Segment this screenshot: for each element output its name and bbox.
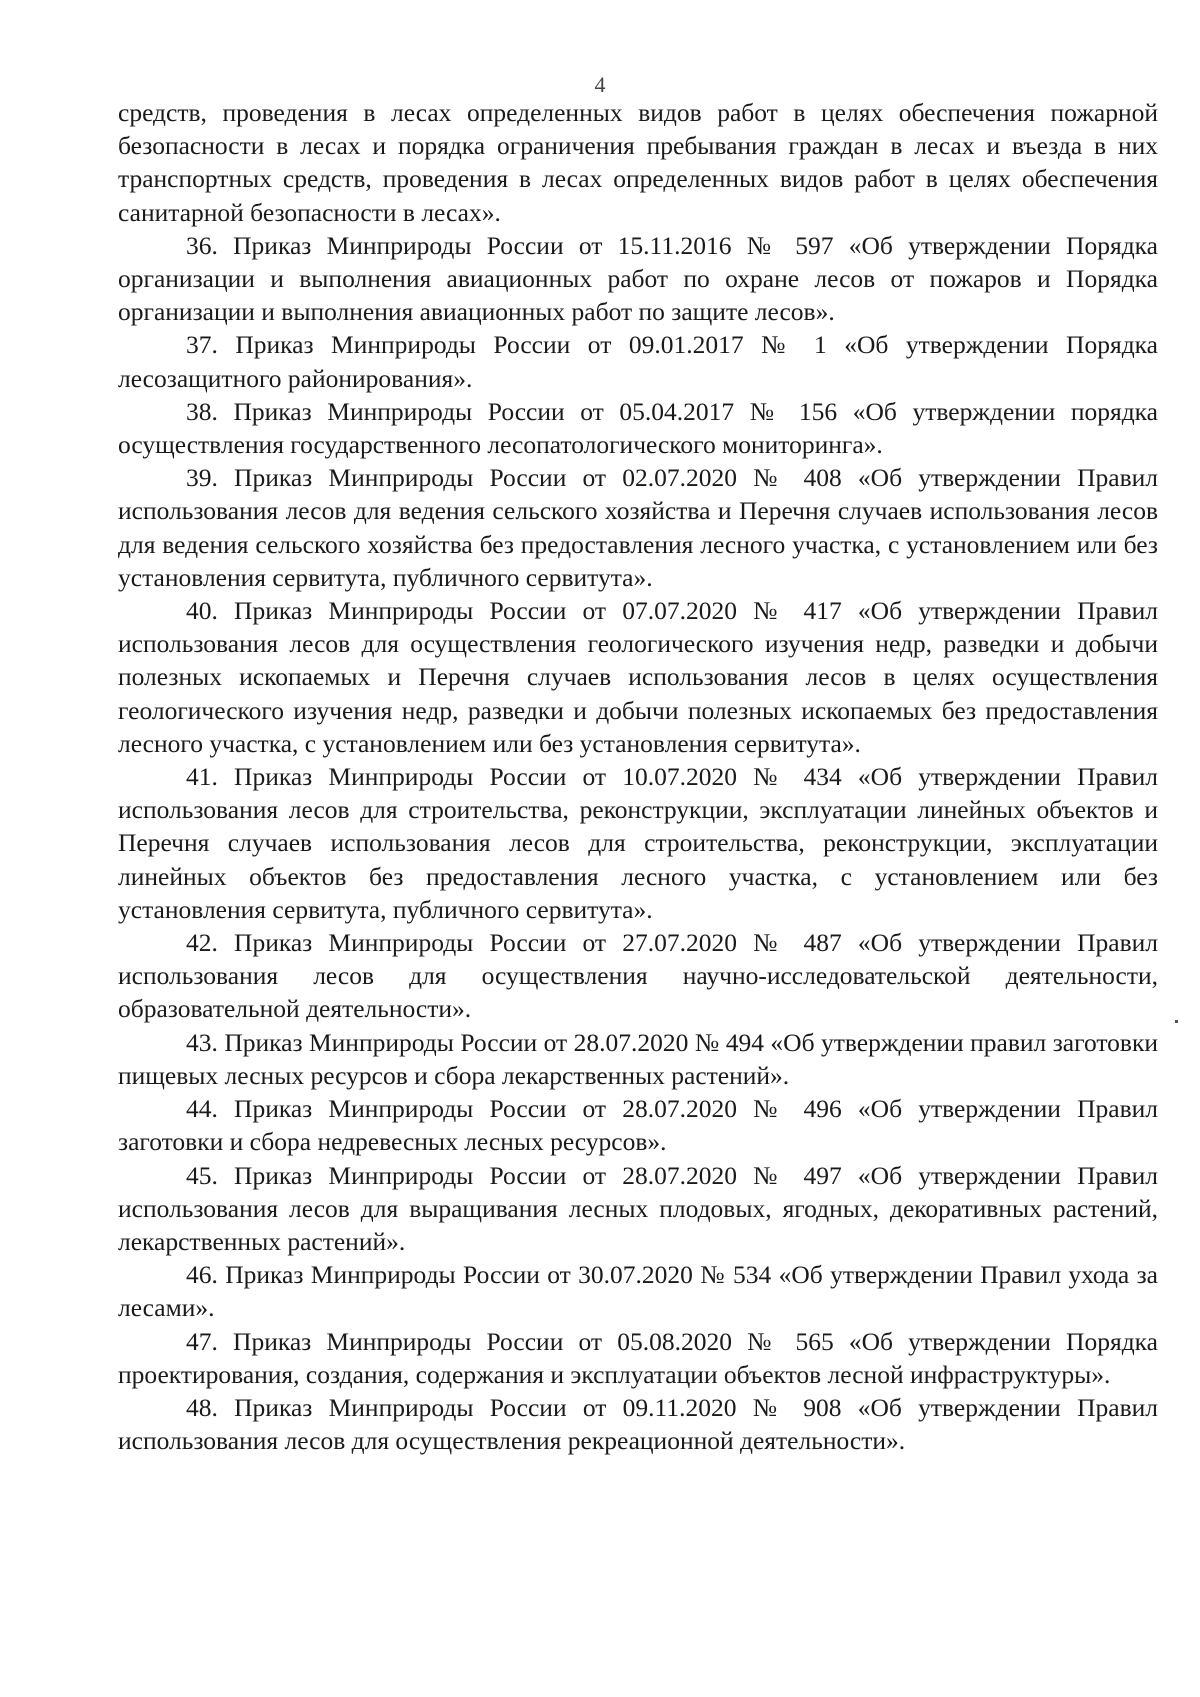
list-item-42: 42. Приказ Минприроды России от 27.07.2020 № 487 «Об утверждении Правил использования лесов для осуществления научно-исследовательской деятельности, образовательной деятельности». — [118, 928, 1158, 1024]
list-item-37: 37. Приказ Минприроды России от 09.01.2017 № 1 «Об утверждении Порядка лесозащитного районирования». — [118, 330, 1158, 393]
list-item-47: 47. Приказ Минприроды России от 05.08.2020 № 565 «Об утверждении Порядка проектирования, создания, содержания и эксплуатации объектов лесной инфраструктуры». — [118, 1326, 1158, 1389]
continuation-paragraph: средств, проведения в лесах определенных видов работ в целях обеспечения пожарной безопасности в лесах и порядка ограничения пребывания граждан в лесах и въезда в них транспортных средств, проведения в лесах определенных видов работ в целях обеспечения санитарной безопасности в лесах». — [118, 98, 1158, 227]
document-body — [118, 96, 1158, 1457]
list-item-46: 46. Приказ Минприроды России от 30.07.2020 № 534 «Об утверждении Правил ухода за лесами». — [118, 1260, 1158, 1323]
scan-speck — [1175, 1020, 1178, 1023]
list-item-36: 36. Приказ Минприроды России от 15.11.2016 № 597 «Об утверждении Порядка организации и выполнения авиационных работ по охране лесов от пожаров и Порядка организации и выполнения авиационных работ по защите лесов». — [118, 230, 1158, 327]
page-number: 4 — [594, 72, 606, 97]
list-item-43: 43. Приказ Минприроды России от 28.07.2020 № 494 «Об утверждении правил заготовки пищевых лесных ресурсов и сбора лекарственных растений». — [118, 1027, 1158, 1090]
list-item-44: 44. Приказ Минприроды России от 28.07.2020 № 496 «Об утверждении Правил заготовки и сбора недревесных лесных ресурсов». — [118, 1094, 1158, 1157]
list-item-38: 38. Приказ Минприроды России от 05.04.2017 № 156 «Об утверждении порядка осуществления государственного лесопатологического мониторинга». — [118, 396, 1158, 460]
list-item-48: 48. Приказ Минприроды России от 09.11.2020 № 908 «Об утверждении Правил использования лесов для осуществления рекреационной деятельности». — [118, 1392, 1158, 1456]
list-item-41: 41. Приказ Минприроды России от 10.07.2020 № 434 «Об утверждении Правил использования лесов для строительства, реконструкции, эксплуатации линейных объектов и Перечня случаев использования лесов для строительства, реконструкции, эксплуатации линейных объектов без предоставления лесного участка, с установлением или без установления сервитута, публичного сервитута». — [118, 762, 1158, 924]
list-item-40: 40. Приказ Минприроды России от 07.07.2020 № 417 «Об утверждении Правил использования лесов для осуществления геологического изучения недр, разведки и добычи полезных ископаемых и Перечня случаев использования лесов в целях осуществления геологического изучения недр, разведки и добычи полезных ископаемых без предоставления лесного участка, с установлением или без установления сервитута». — [118, 596, 1158, 758]
list-item-45: 45. Приказ Минприроды России от 28.07.2020 № 497 «Об утверждении Правил использования лесов для выращивания лесных плодовых, ягодных, декоративных растений, лекарственных растений». — [118, 1160, 1158, 1256]
list-item-39: 39. Приказ Минприроды России от 02.07.2020 № 408 «Об утверждении Правил использования лесов для ведения сельского хозяйства и Перечня случаев использования лесов для ведения сельского хозяйства без предоставления лесного участка, с установлением или без установления сервитута, публичного сервитута». — [118, 463, 1158, 592]
